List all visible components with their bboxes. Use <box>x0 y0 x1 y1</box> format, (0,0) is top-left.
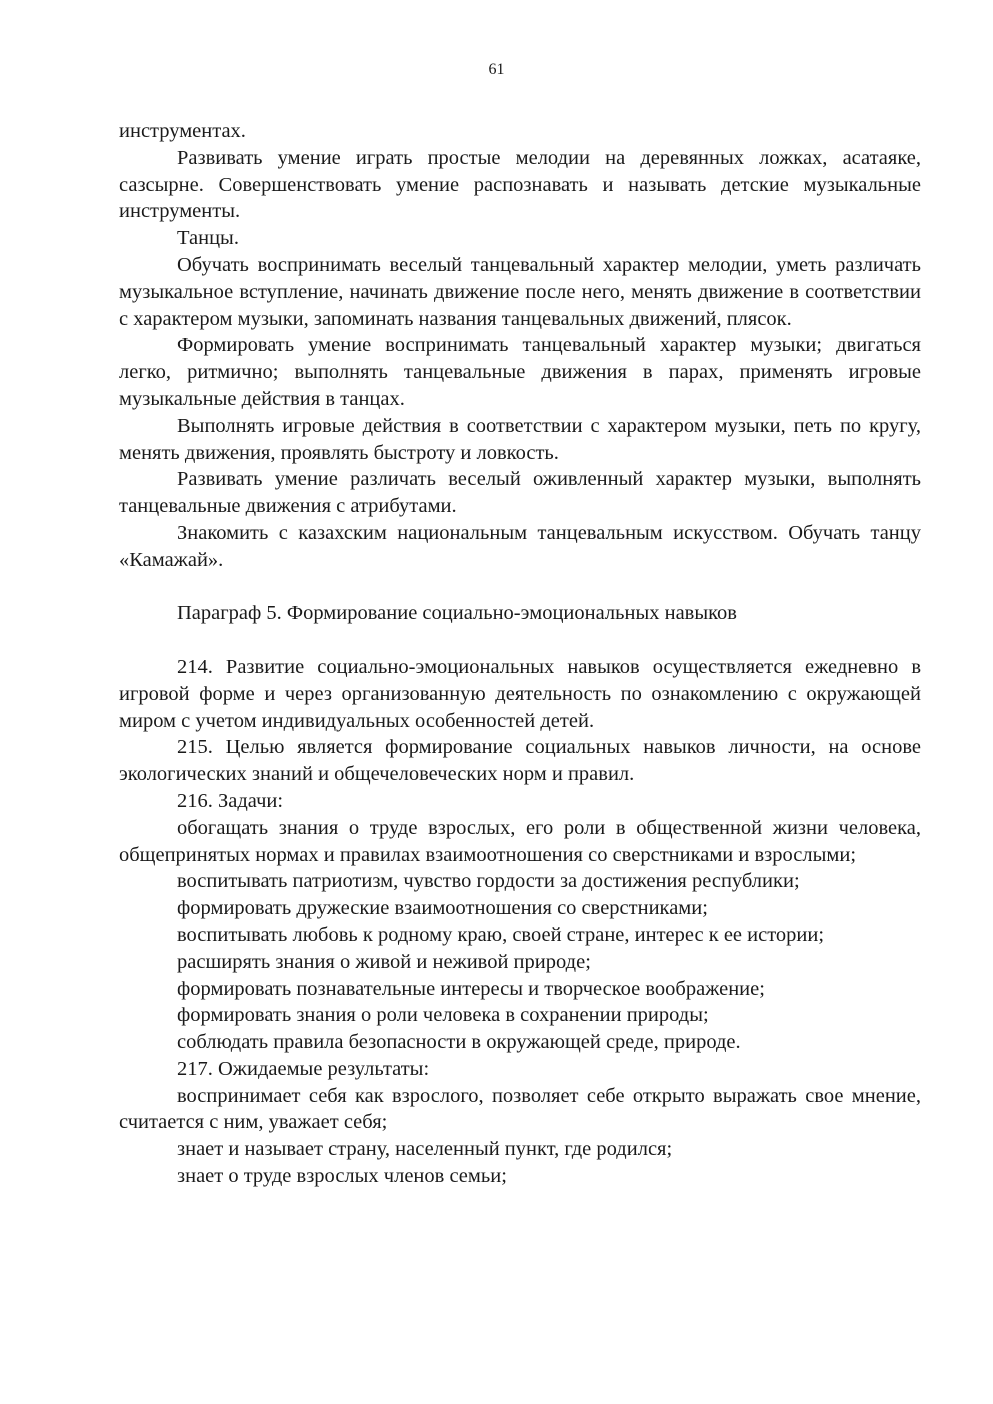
paragraph: Танцы. <box>177 227 239 250</box>
paragraph: Развивать умение различать веселый оживленный характер музыки, выполнять танцевальные движения с атрибутами. <box>119 468 921 518</box>
document-body <box>119 118 921 1190</box>
paragraph: Обучать воспринимать веселый танцевальный характер мелодии, уметь различать музыкальное вступление, начинать движение после него, менять движение в соответствии с характером музыки, запоминать названия танцевальных движений, плясок. <box>119 253 921 330</box>
paragraph: Формировать умение воспринимать танцевальный характер музыки; двигаться легко, ритмично; выполнять танцевальные движения в парах, применять игровые музыкальные действия в танцах. <box>119 334 921 410</box>
paragraph: Развивать умение играть простые мелодии на деревянных ложках, асатаяке, сазсырне. Совершенствовать умение распознавать и называть детские музыкальные инструменты. <box>119 146 921 223</box>
paragraph: 217. Ожидаемые результаты: <box>177 1057 430 1080</box>
paragraph: 216. Задачи: <box>177 789 284 812</box>
paragraph: формировать дружеские взаимоотношения со сверстниками; <box>177 897 708 920</box>
paragraph: расширять знания о живой и неживой природе; <box>177 950 591 973</box>
paragraph: воспитывать любовь к родному краю, своей стране, интерес к ее истории; <box>177 923 825 946</box>
paragraph: обогащать знания о труде взрослых, его роли в общественной жизни человека, общепринятых нормах и правилах взаимоотношения со сверстниками и взрослыми; <box>119 816 921 866</box>
paragraph: воспринимает себя как взрослого, позволяет себе открыто выражать свое мнение, считается с ним, уважает себя; <box>119 1084 921 1134</box>
paragraph: знает о труде взрослых членов семьи; <box>177 1165 507 1188</box>
paragraph: воспитывать патриотизм, чувство гордости за достижения республики; <box>177 870 800 893</box>
paragraph-gap <box>119 574 921 601</box>
paragraph: знает и называет страну, населенный пункт, где родился; <box>177 1138 673 1161</box>
paragraph: Параграф 5. Формирование социально-эмоциональных навыков <box>177 602 737 625</box>
paragraph: 215. Целью является формирование социальных навыков личности, на основе экологических знаний и общечеловеческих норм и правил. <box>119 736 921 786</box>
paragraph: Выполнять игровые действия в соответствии с характером музыки, петь по кругу, менять движения, проявлять быстроту и ловкость. <box>119 414 921 464</box>
paragraph: инструментах. <box>119 120 246 142</box>
paragraph: формировать познавательные интересы и творческое воображение; <box>177 977 765 1000</box>
paragraph: формировать знания о роли человека в сохранении природы; <box>177 1004 709 1027</box>
paragraph: 214. Развитие социально-эмоциональных навыков осуществляется ежедневно в игровой форме и через организованную деятельность по ознакомлению с окружающей миром с учетом индивидуальных особенностей детей. <box>119 655 921 732</box>
paragraph: соблюдать правила безопасности в окружающей среде, природе. <box>177 1031 741 1054</box>
page-number: 61 <box>488 61 505 78</box>
paragraph: Знакомить с казахским национальным танцевальным искусством. Обучать танцу «Камажай». <box>119 521 921 571</box>
paragraph-gap <box>119 627 921 654</box>
